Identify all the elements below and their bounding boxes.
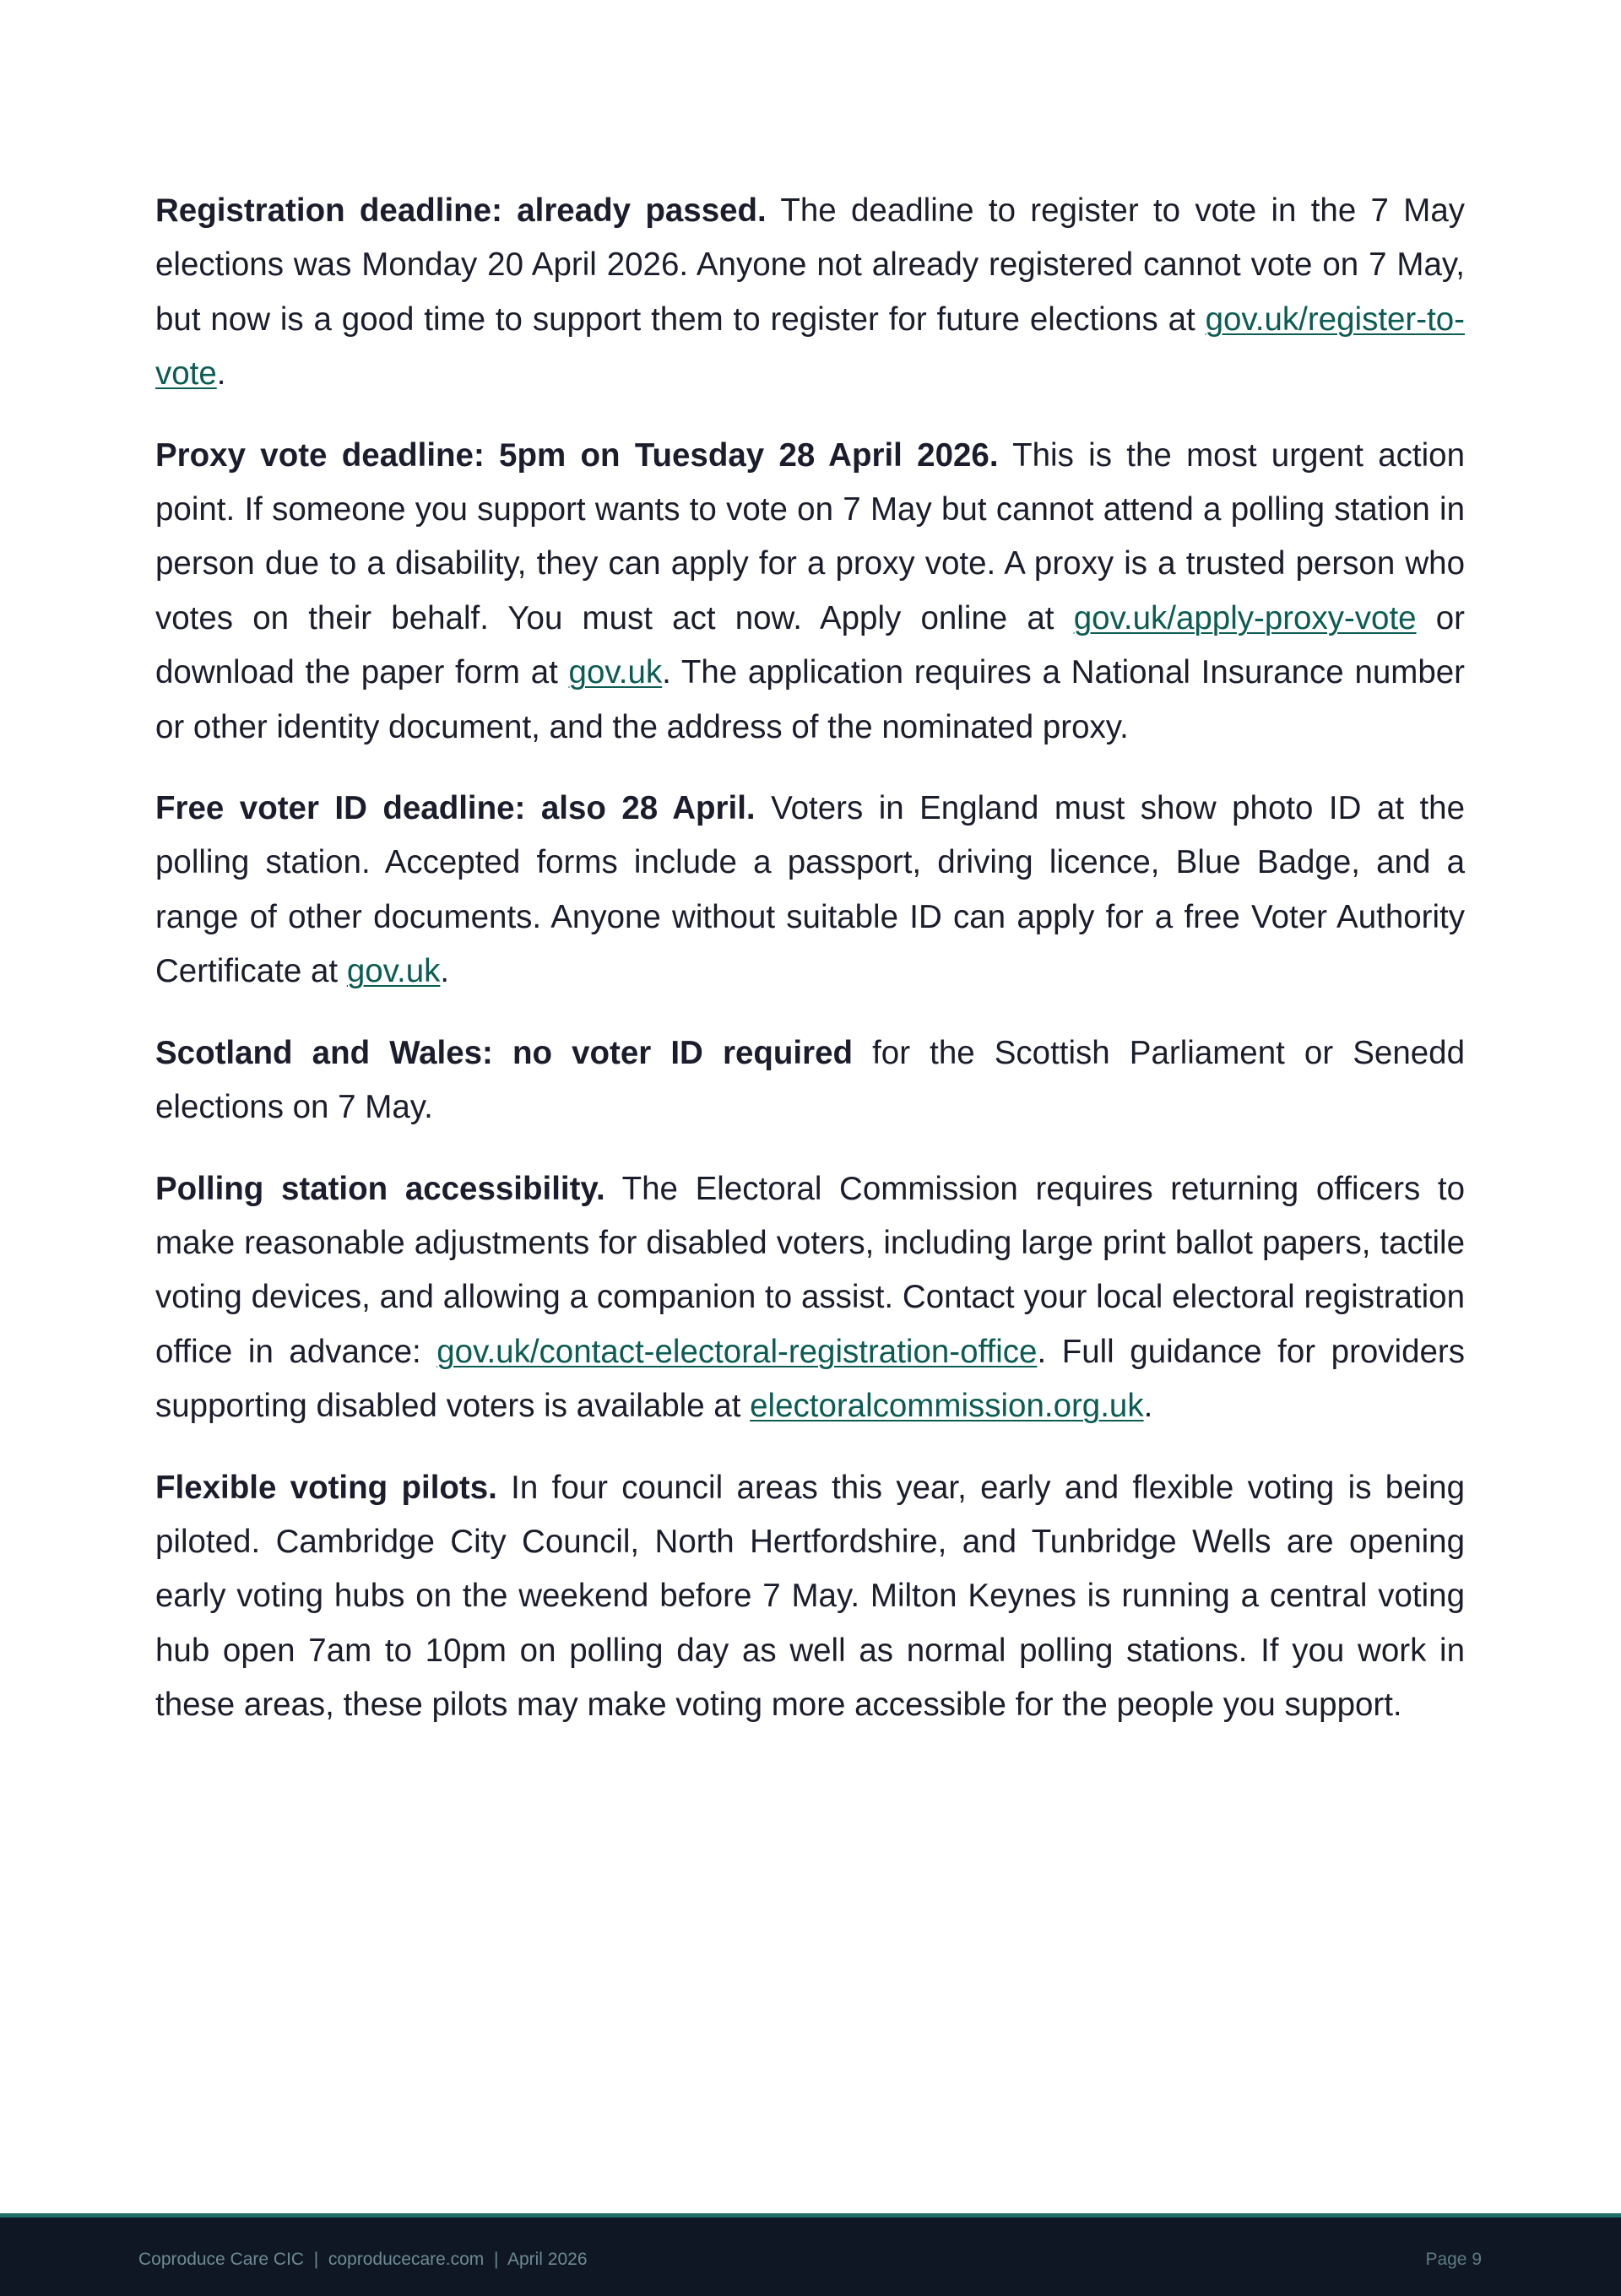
paragraph-text: for the Scottish Parliament or Senedd elections on 7 May. — [155, 1034, 1465, 1126]
paragraph-text: . — [1143, 1388, 1153, 1425]
paragraph-text: The Electoral Commission requires returning officers to make reasonable adjustments for disabled voters, including large print ballot papers, tactile voting devices, and allowing a companion to assist. Contact your local electoral registration office in advance: — [155, 1170, 1465, 1370]
paragraph-heading: Polling station accessibility. — [155, 1170, 605, 1207]
paragraph-heading: Registration deadline: already passed. — [155, 192, 767, 229]
paragraph-text: or download the paper form at — [155, 599, 1465, 691]
paragraph-voter-id — [155, 782, 1465, 999]
paragraph-text: This is the most urgent action point. If someone you support wants to vote on 7 May but cannot attend a polling station in person due to a disability, they can apply for a proxy vote. A proxy is a trusted person who votes on their behalf. You must act now. Apply online at — [155, 436, 1466, 636]
paragraph-heading: Flexible voting pilots. — [155, 1469, 497, 1506]
page-footer — [0, 2213, 1621, 2296]
link-register-to-vote[interactable]: gov.uk/register-to-vote — [155, 301, 1465, 393]
paragraph-flexible-voting — [155, 1461, 1465, 1733]
paragraph-text: . Full guidance for providers supporting disabled voters is available at — [155, 1333, 1465, 1425]
paragraph-scotland-wales — [155, 1026, 1465, 1135]
paragraph-text: Voters in England must show photo ID at the polling station. Accepted forms include a passport, driving licence, Blue Badge, and a range of other documents. Anyone without suitable ID can apply for a free Voter Authority Certificate at — [155, 790, 1465, 990]
paragraph-heading: Free voter ID deadline: also 28 April. — [155, 790, 756, 827]
document-body — [155, 184, 1465, 1760]
link-gov-uk[interactable]: gov.uk — [346, 953, 441, 990]
page-number: Page 9 — [1425, 2250, 1482, 2269]
footer-info: Coproduce Care CIC | coproducecare.com | April 2026 — [138, 2250, 588, 2269]
paragraph-text: . — [440, 953, 450, 990]
link-gov-uk[interactable]: gov.uk — [568, 654, 663, 691]
paragraph-heading: Proxy vote deadline: 5pm on Tuesday 28 April 2026. — [155, 436, 999, 474]
paragraph-text: . — [216, 355, 226, 393]
paragraph-registration-deadline — [155, 184, 1465, 402]
link-apply-proxy-vote[interactable]: gov.uk/apply-proxy-vote — [1073, 599, 1417, 636]
paragraph-text: The deadline to register to vote in the 7 May elections was Monday 20 April 2026. Anyone not already registered cannot vote on 7 May, but now is a good time to support them to register for future elections at — [155, 192, 1465, 338]
paragraph-text: In four council areas this year, early and flexible voting is being piloted. Cambridge City Council, North Hertfordshire, and Tunbridge Wells are opening early voting hubs on the weekend before 7 May. Milton Keynes is running a central voting hub open 7am to 10pm on polling day as well as normal polling stations. If you work in these areas, these pilots may make voting more accessible for the people you support. — [155, 1469, 1466, 1724]
link-electoral-commission[interactable]: electoralcommission.org.uk — [750, 1388, 1144, 1425]
paragraph-polling-accessibility — [155, 1162, 1465, 1434]
paragraph-heading: Scotland and Wales: no voter ID required — [155, 1034, 853, 1071]
link-contact-electoral-office[interactable]: gov.uk/contact-electoral-registration-office — [436, 1333, 1038, 1370]
paragraph-proxy-vote — [155, 429, 1465, 755]
paragraph-text: . The application requires a National Insurance number or other identity document, and the address of the nominated proxy. — [155, 654, 1465, 745]
